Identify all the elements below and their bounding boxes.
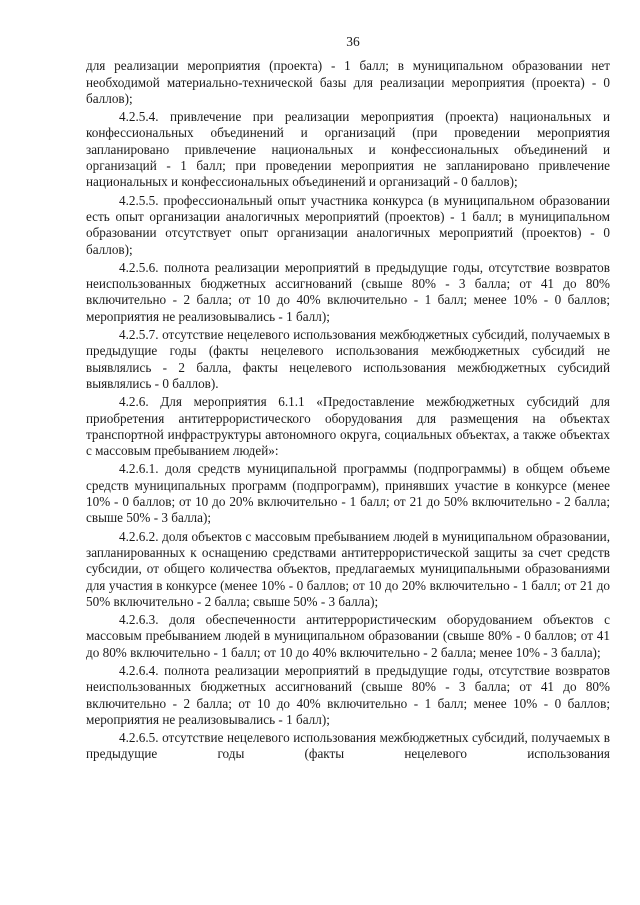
paragraph-continuation: для реализации мероприятия (проекта) - 1 балл; в муниципальном образовании нет необходимой материально-технической базы для реализации мероприятия (проекта) - 0 баллов); [86,58,610,106]
paragraph-4-2-6-4: 4.2.6.4. полнота реализации мероприятий в предыдущие годы, отсутствие возвратов неиспользованных бюджетных ассигнований (свыше 80% - 3 балла; от 41 до 80% включительно - 2 балла; от 10 до 40% включительно - 1 балл; менее 10% - 0 баллов; мероприятия не реализовывались - 1 балл); [86,662,610,727]
paragraph-4-2-5-6: 4.2.5.6. полнота реализации мероприятий в предыдущие годы, отсутствие возвратов неиспользованных бюджетных ассигнований (свыше 80% - 3 балла; от 41 до 80% включительно - 2 балла; от 10 до 40% включительно - 1 балл; менее 10% - 0 баллов; мероприятия не реализовывались - 1 балл); [86,259,610,324]
paragraph-4-2-6-2: 4.2.6.2. доля объектов с массовым пребыванием людей в муниципальном образовании, запланированных к оснащению средствами антитеррористической защиты за счет средств субсидии, от общего количества объектов, предлагаемых муниципальными образованиями для участия в конкурсе (менее 10% - 0 баллов; от 10 до 20% включительно - 1 балл; от 21 до 50% включительно - 2 балла; свыше 50% - 3 балла); [86,528,610,609]
paragraph-4-2-5-5: 4.2.5.5. профессиональный опыт участника конкурса (в муниципальном образовании есть опыт организации аналогичных мероприятий (проектов) - 1 балл; в муниципальном образовании отсутствует опыт организации аналогичных мероприятий (проектов) - 0 баллов); [86,192,610,257]
paragraph-4-2-5-4: 4.2.5.4. привлечение при реализации мероприятия (проекта) национальных и конфессиональных объединений и организаций (при проведении мероприятия запланировано привлечение национальных и конфессиональных объединений и организаций - 1 балл; при проведении мероприятия не запланировано привлечение национальных и конфессиональных объединений и организаций - 0 баллов); [86,109,610,190]
paragraph-4-2-6: 4.2.6. Для мероприятия 6.1.1 «Предоставление межбюджетных субсидий для приобретения антитеррористического оборудования для размещения на объектах транспортной инфраструктуры автономного округа, социальных объектах, а также объектах с массовым пребыванием людей»: [86,394,610,459]
paragraph-4-2-6-1: 4.2.6.1. доля средств муниципальной программы (подпрограммы) в общем объеме средств муниципальных программ (подпрограмм), принявших участие в конкурсе (менее 10% - 0 баллов; от 10 до 20% включительно - 1 балл; от 21 до 50% включительно - 2 балла; свыше 50% - 3 балла); [86,461,610,526]
page-number: 36 [346,34,360,49]
paragraph-4-2-6-5: 4.2.6.5. отсутствие нецелевого использования межбюджетных субсидий, получаемых в предыдущие годы (факты нецелевого использования [86,730,610,762]
paragraph-4-2-5-7: 4.2.5.7. отсутствие нецелевого использования межбюджетных субсидий, получаемых в предыдущие годы (факты нецелевого использования межбюджетных субсидий не выявлялись - 2 балла, факты нецелевого использования межбюджетных субсидий выявлялись - 0 баллов). [86,327,610,391]
paragraph-4-2-6-3: 4.2.6.3. доля обеспеченности антитеррористическим оборудованием объектов с массовым пребыванием людей в муниципальном образовании (свыше 80% - 0 баллов; от 41 до 80% включительно - 1 балл; от 10 до 40% включительно - 2 балла; менее 10% - 3 балла); [86,612,610,660]
